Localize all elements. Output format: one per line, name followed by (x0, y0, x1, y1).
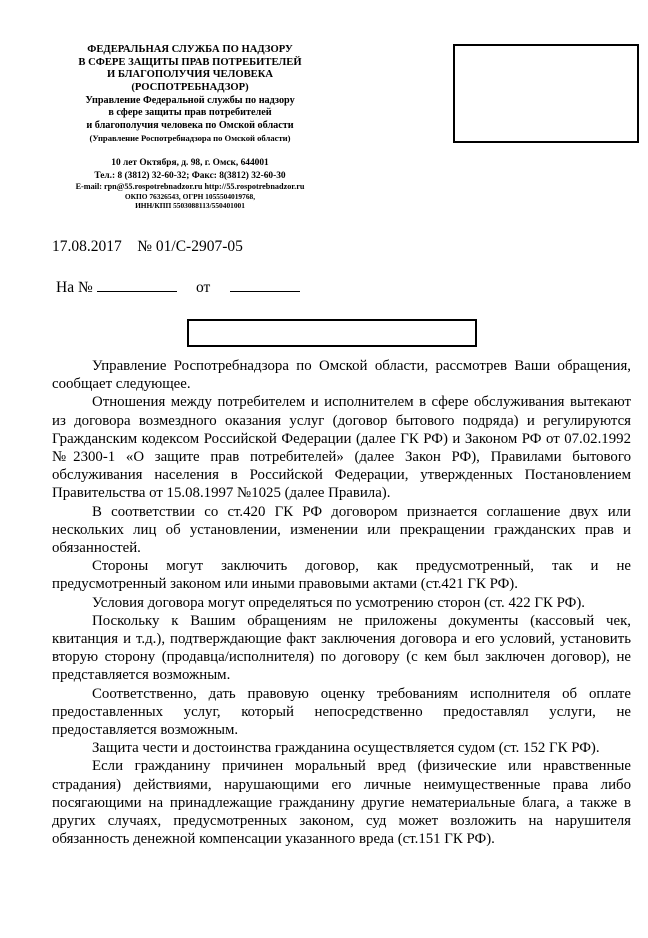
body-paragraph: Отношения между потребителем и исполнителем в сфере обслуживания вытекают из договора возмездного оказания услуг (договор бытового подряда) и регулируются Гражданским кодексом Российской Федерации (далее ГК РФ) и Законом РФ от 07.02.1992 №2300-1 «О защите прав потребителей» (далее Закон РФ), Правилами бытового обслуживания населения в Российской Федерации, утвержденных Постановлением Правительства от 15.08.1997 №1025 (далее Правила). (52, 394, 631, 502)
redacted-addressee-block (453, 44, 639, 143)
okpo-ogrn: ОКПО 76326543, ОГРН 1055504019768, (124, 191, 256, 201)
redacted-recipient-name (187, 319, 477, 347)
department-name-line: и благополучия человека по Омской области (86, 120, 294, 131)
address: 10 лет Октября, д. 98, г. Омск, 644001 (111, 158, 269, 169)
document-date-number: 17.08.2017 № 01/С-2907-05 (52, 238, 243, 255)
body-paragraph: Защита чести и достоинства гражданина осуществляется судом (ст. 152 ГК РФ). (92, 740, 600, 757)
ref-label-na: На № (56, 279, 93, 296)
letter-body (52, 357, 631, 848)
department-abbreviation: (Управление Роспотребнадзора по Омской области) (89, 132, 291, 143)
agency-name-line: ФЕДЕРАЛЬНАЯ СЛУЖБА ПО НАДЗОРУ (87, 44, 293, 55)
body-paragraph: Соответственно, дать правовую оценку требованиям исполнителя об оплате предоставленных услуг, который непосредственно предоставлял услуги, не предоставляется возможным. (52, 685, 631, 739)
body-paragraph: Если гражданину причинен моральный вред (физические или нравственные страдания) действиями, нарушающими его личные неимущественные права либо посягающими на принадлежащие гражданину другие нематериальные блага, а также в других случаях, предусмотренных законом, суд может возложить на нарушителя обязанность денежной компенсации указанного вреда (ст.151 ГК РФ). (52, 758, 631, 848)
department-name-line: в сфере защиты прав потребителей (108, 107, 272, 119)
body-paragraph: Управление Роспотребнадзора по Омской области, рассмотрев Ваши обращения, сообщает следующее. (52, 358, 631, 393)
ref-number-blank (97, 277, 177, 292)
letterhead (48, 44, 332, 212)
email-website: E-mail: rpn@55.rospotrebnadzor.ru http://55.rospotrebnadzor.ru (75, 181, 305, 191)
body-paragraph: В соответствии со ст.420 ГК РФ договором признается соглашение двух или нескольких лиц об установлении, изменении или прекращении гражданских прав и обязанностей. (52, 503, 631, 557)
body-paragraph: Условия договора могут определяться по усмотрению сторон (ст. 422 ГК РФ). (92, 594, 586, 611)
body-paragraph: Поскольку к Вашим обращениям не приложены документы (кассовый чек, квитанция и т.д.), подтверждающие факт заключения договора и его условий, установить вторую сторону (продавца/исполнителя) по договору (с кем был заключен договор), не представляется возможным. (52, 612, 631, 684)
agency-name-line: И БЛАГОПОЛУЧИЯ ЧЕЛОВЕКА (106, 69, 274, 81)
ref-label-ot: от (196, 279, 211, 296)
agency-name-line: В СФЕРЕ ЗАЩИТЫ ПРАВ ПОТРЕБИТЕЛЕЙ (78, 56, 302, 68)
phone-fax: Тел.: 8 (3812) 32-60-32; Факс: 8(3812) 32-60-30 (94, 170, 286, 181)
inn-kpp: ИНН/КПП 5503088113/550401001 (135, 201, 245, 211)
reference-line (56, 277, 300, 297)
ref-date-blank (230, 277, 300, 292)
body-paragraph: Стороны могут заключить договор, как предусмотренный, так и не предусмотренный законом или иными правовыми актами (ст.421 ГК РФ). (52, 558, 631, 593)
agency-abbreviation: (РОСПОТРЕБНАДЗОР) (131, 82, 249, 94)
department-name-line: Управление Федеральной службы по надзору (85, 94, 295, 106)
